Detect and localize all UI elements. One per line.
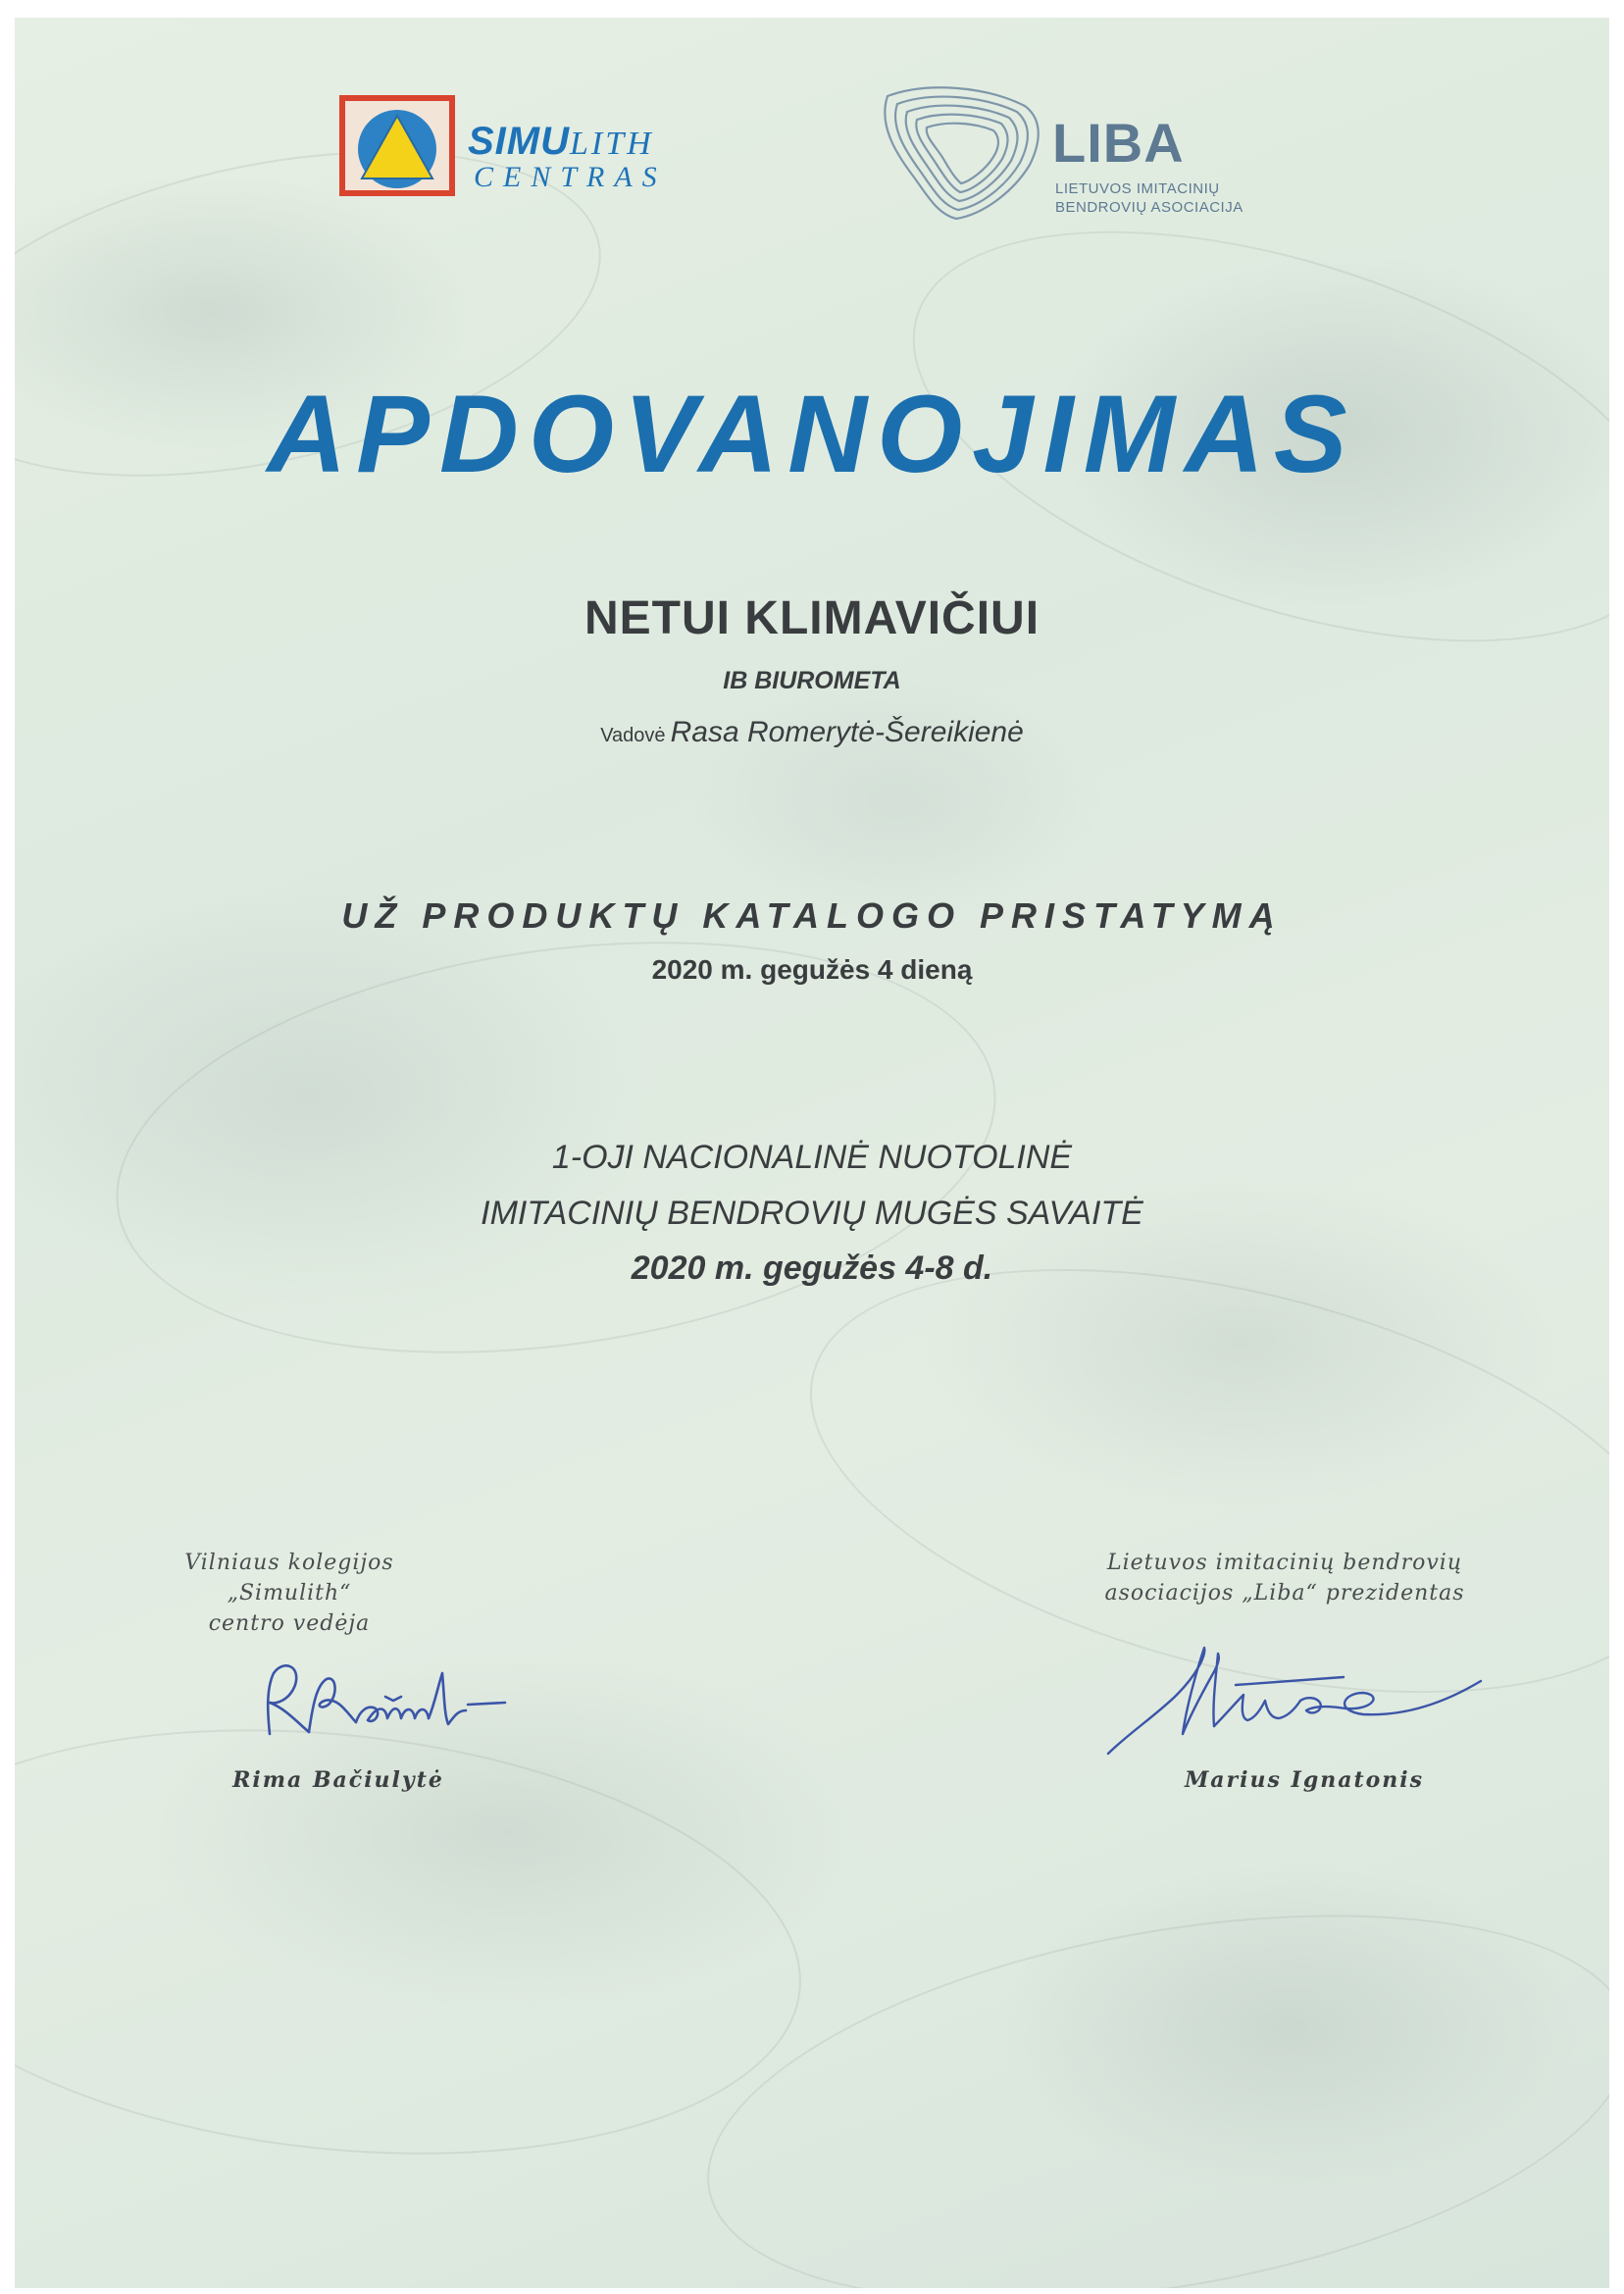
simulith-centras-text: CENTRAS bbox=[474, 161, 667, 193]
liba-subtitle-line2: BENDROVIŲ ASOCIACIJA bbox=[1055, 199, 1243, 216]
event-dates: 2020 m. gegužės 4-8 d. bbox=[631, 1249, 993, 1287]
simulith-wordmark: SIMULITH bbox=[468, 120, 654, 163]
liba-subtitle-line1: LIETUVOS IMITACINIŲ bbox=[1055, 180, 1220, 197]
left-signer-role-line1: Vilniaus kolegijos „Simulith“ bbox=[184, 1551, 394, 1606]
simulith-logo bbox=[338, 86, 750, 204]
lithuania-map-icon bbox=[868, 76, 1054, 229]
certificate-sheet bbox=[15, 18, 1609, 2288]
left-signer-role bbox=[127, 1548, 451, 1639]
marble-vein bbox=[15, 1686, 823, 2197]
marble-vein bbox=[678, 1852, 1609, 2288]
liba-wordmark: LIBA bbox=[1052, 112, 1185, 174]
right-signer-role bbox=[1074, 1548, 1496, 1608]
company-manager bbox=[15, 716, 1609, 749]
company-name: IB BIUROMETA bbox=[723, 667, 901, 694]
simulith-emblem-icon bbox=[338, 94, 456, 197]
manager-name: Rasa Romerytė-Šereikienė bbox=[670, 716, 1024, 748]
event-line-1: 1-OJI NACIONALINĖ NUOTOLINĖ bbox=[551, 1139, 1073, 1176]
right-signer-role-line2: asociacijos „Liba“ prezidentas bbox=[1104, 1581, 1465, 1606]
manager-label: Vadovė bbox=[600, 725, 666, 746]
left-signer-name: Rima Bačiulytė bbox=[232, 1767, 444, 1793]
award-date: 2020 m. gegužės 4 dieną bbox=[651, 954, 973, 985]
right-signer-name: Marius Ignatonis bbox=[1184, 1767, 1425, 1793]
recipient-name: NETUI KLIMAVIČIUI bbox=[584, 592, 1040, 644]
liba-logo bbox=[868, 76, 1299, 233]
left-signer-role-line2: centro vedėja bbox=[208, 1611, 371, 1636]
left-signature-icon bbox=[240, 1646, 534, 1754]
event-line-2: IMITACINIŲ BENDROVIŲ MUGĖS SAVAITĖ bbox=[481, 1195, 1143, 1232]
award-reason: UŽ PRODUKTŲ KATALOGO PRISTATYMĄ bbox=[341, 895, 1283, 936]
right-signature-icon bbox=[1089, 1636, 1500, 1763]
certificate-title: APDOVANOJIMAS bbox=[267, 373, 1357, 495]
right-signer-role-line1: Lietuvos imitacinių bendrovių bbox=[1107, 1551, 1462, 1575]
